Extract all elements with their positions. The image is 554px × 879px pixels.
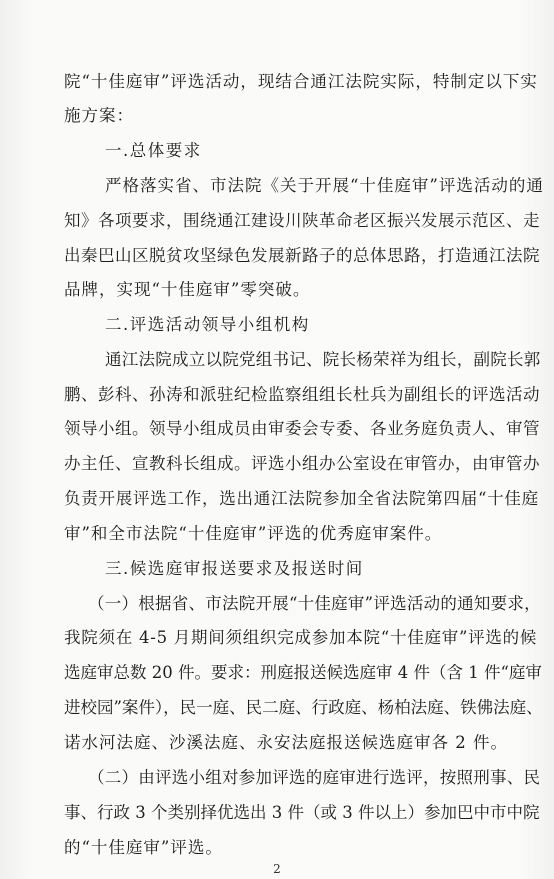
body-text-line: 出秦巴山区脱贫攻坚绿色发展新路子的总体思路，打造通江法院 bbox=[64, 246, 540, 265]
section-heading-2: 二.评选活动领导小组机构 bbox=[105, 315, 310, 334]
body-text-line: 院“十佳庭审”评选活动，现结合通江法院实际，特制定以下实 bbox=[64, 72, 538, 91]
body-text-line: 品牌，实现“十佳庭审”零突破。 bbox=[64, 280, 311, 299]
body-text-line: 鹏、彭科、孙涛和派驻纪检监察组组长杜兵为副组长的评选活动 bbox=[64, 385, 540, 404]
section-heading-1: 一.总体要求 bbox=[105, 141, 202, 160]
body-text-line: （一）根据省、市法院开展“十佳庭审”评选活动的通知要求， bbox=[88, 594, 541, 613]
body-text-line: 严格落实省、市法院《关于开展“十佳庭审”评选活动的通 bbox=[105, 176, 544, 195]
page-number: 2 bbox=[273, 862, 281, 876]
body-text-line: 施方案： bbox=[64, 106, 134, 125]
body-text-line: 通江法院成立以院党组书记、院长杨荣祥为组长，副院长郭 bbox=[105, 350, 541, 369]
body-text-line: 我院须在 4-5 月期间须组织完成参加本院“十佳庭审”评选的候 bbox=[64, 628, 538, 647]
body-text-line: 知》各项要求，围绕通江建设川陕革命老区振兴发展示范区、走 bbox=[64, 211, 540, 230]
body-text-line: 办主任、宣教科长组成。评选小组办公室设在审管办，由审管办 bbox=[64, 454, 540, 473]
body-text-line: 进校园”案件），民一庭、民二庭、行政庭、杨柏法庭、铁佛法庭、 bbox=[64, 698, 543, 717]
section-heading-3: 三.候选庭审报送要求及报送时间 bbox=[105, 559, 364, 578]
body-text-line: 负责开展评选工作，选出通江法院参加全省法院第四届“十佳庭 bbox=[64, 489, 539, 508]
body-text-line: 审”和全市法院“十佳庭审”评选的优秀庭审案件。 bbox=[64, 524, 443, 543]
body-text-line: 的“十佳庭审”评选。 bbox=[64, 838, 223, 857]
body-text-line: 领导小组。领导小组成员由审委会专委、各业务庭负责人、审管 bbox=[64, 419, 540, 438]
body-text-line: 事、行政 3 个类别择优选出 3 件（或 3 件以上）参加巴中市中院 bbox=[64, 803, 540, 822]
body-text-line: 诺水河法庭、沙溪法庭、永安法庭报送候选庭审各 2 件。 bbox=[64, 733, 508, 752]
body-text-line: （二）由评选小组对参加评选的庭审进行选评，按照刑事、民 bbox=[88, 768, 541, 787]
body-text-line: 选庭审总数 20 件。要求：刑庭报送候选庭审 4 件（含 1 件“庭审 bbox=[64, 663, 542, 682]
